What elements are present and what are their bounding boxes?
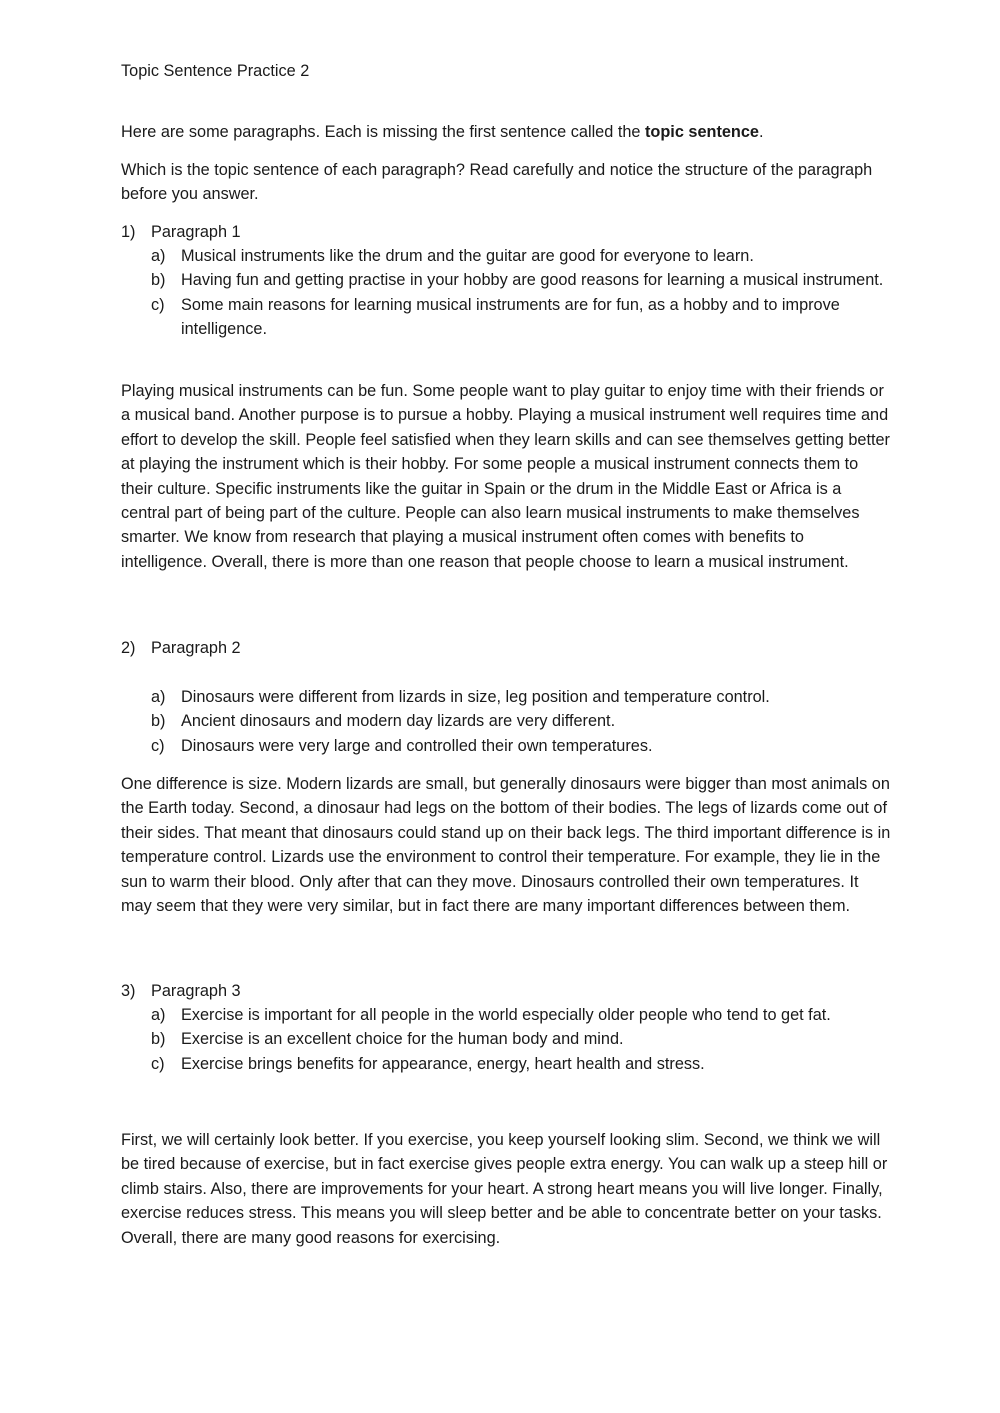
answer-option[interactable] (151, 734, 891, 758)
answer-option[interactable] (151, 1003, 891, 1027)
option-letter: c) (151, 295, 165, 314)
answer-option[interactable] (151, 244, 891, 268)
option-text: Ancient dinosaurs and modern day lizards are very different. (181, 712, 616, 731)
question-number: 3) (121, 982, 136, 1000)
option-text: Some main reasons for learning musical instruments are for fun, as a hobby and to improve intelligence. (181, 295, 840, 339)
question-heading (121, 636, 241, 660)
option-letter: b) (151, 1030, 166, 1049)
paragraph-body: One difference is size. Modern lizards are small, but generally dinosaurs were bigger than most animals on the Earth today. Second, a dinosaur had legs on the bottom of their bodies. The legs of lizards come out of their sides. That meant that dinosaurs could stand up on their back legs. The third important difference is in temperature control. Lizards use the environment to control their temperature. For example, they lie in the sun to warm their blood. Only after that can they move. Dinosaurs controlled their own temperatures. It may seem that they were very similar, but in fact there are many important differences between them. (121, 775, 891, 916)
option-text: Musical instruments like the drum and the guitar are good for everyone to learn. (181, 247, 754, 265)
option-letter: c) (151, 736, 165, 755)
paragraph-body: Playing musical instruments can be fun. Some people want to play guitar to enjoy time with their friends or a musical band. Another purpose is to pursue a hobby. Playing a musical instrument well requires time and effort to develop the skill. People feel satisfied when they learn skills and can see themselves getting better at playing the instrument which is their hobby. For some people a musical instrument connects them to their culture. Specific instruments like the guitar in Spain or the drum in the Middle East or Africa is a central part of being part of the culture. People can also learn musical instruments to make themselves smarter. We know from research that playing a musical instrument often comes with benefits to intelligence. Overall, there is more than one reason that people choose to learn a musical instrument. (121, 382, 890, 571)
option-text: Dinosaurs were different from lizards in size, leg position and temperature control. (181, 688, 770, 706)
options-list (151, 244, 891, 342)
intro-line-2: Which is the topic sentence of each paragraph? Read carefully and notice the structure of the paragraph before you answer. (121, 161, 873, 204)
intro-period: . (759, 123, 764, 141)
option-letter: b) (151, 712, 166, 731)
answer-option[interactable] (151, 1052, 891, 1076)
answer-option[interactable] (151, 268, 891, 292)
options-list (151, 1003, 891, 1076)
question-number: 2) (121, 639, 136, 657)
option-text: Dinosaurs were very large and controlled their own temperatures. (181, 736, 653, 755)
option-letter: c) (151, 1054, 165, 1073)
answer-option[interactable] (151, 685, 891, 709)
option-text: Having fun and getting practise in your hobby are good reasons for learning a musical instrument. (181, 271, 884, 290)
option-letter: a) (151, 247, 166, 265)
answer-option[interactable] (151, 709, 891, 733)
option-text: Exercise brings benefits for appearance, energy, heart health and stress. (181, 1054, 705, 1073)
question-heading (121, 979, 241, 1003)
question-number: 1) (121, 223, 136, 241)
answer-option[interactable] (151, 293, 891, 342)
question-label: Paragraph 1 (151, 223, 241, 241)
intro-bold-term: topic sentence (644, 123, 759, 141)
question-label: Paragraph 3 (151, 982, 241, 1000)
option-text: Exercise is an excellent choice for the human body and mind. (181, 1030, 624, 1049)
paragraph-body: First, we will certainly look better. If you exercise, you keep yourself looking slim. Second, we think we will be tired because of exercise, but in fact exercise gives people extra energy. You can walk up a steep hill or climb stairs. Also, there are improvements for your heart. A strong heart means you will live longer. Finally, exercise reduces stress. This means you will sleep better and be able to concentrate better on your tasks. Overall, there are many good reasons for exercising. (121, 1131, 888, 1247)
intro-text: Here are some paragraphs. Each is missing the first sentence called the (121, 123, 645, 141)
question-heading (121, 220, 241, 244)
option-text: Exercise is important for all people in the world especially older people who tend to get fat. (181, 1006, 831, 1024)
option-letter: b) (151, 271, 166, 290)
options-list (151, 685, 891, 758)
option-letter: a) (151, 1006, 166, 1024)
page-title: Topic Sentence Practice 2 (121, 62, 310, 80)
intro-line-1 (121, 120, 891, 144)
answer-option[interactable] (151, 1027, 891, 1051)
option-letter: a) (151, 688, 166, 706)
question-label: Paragraph 2 (151, 639, 241, 657)
